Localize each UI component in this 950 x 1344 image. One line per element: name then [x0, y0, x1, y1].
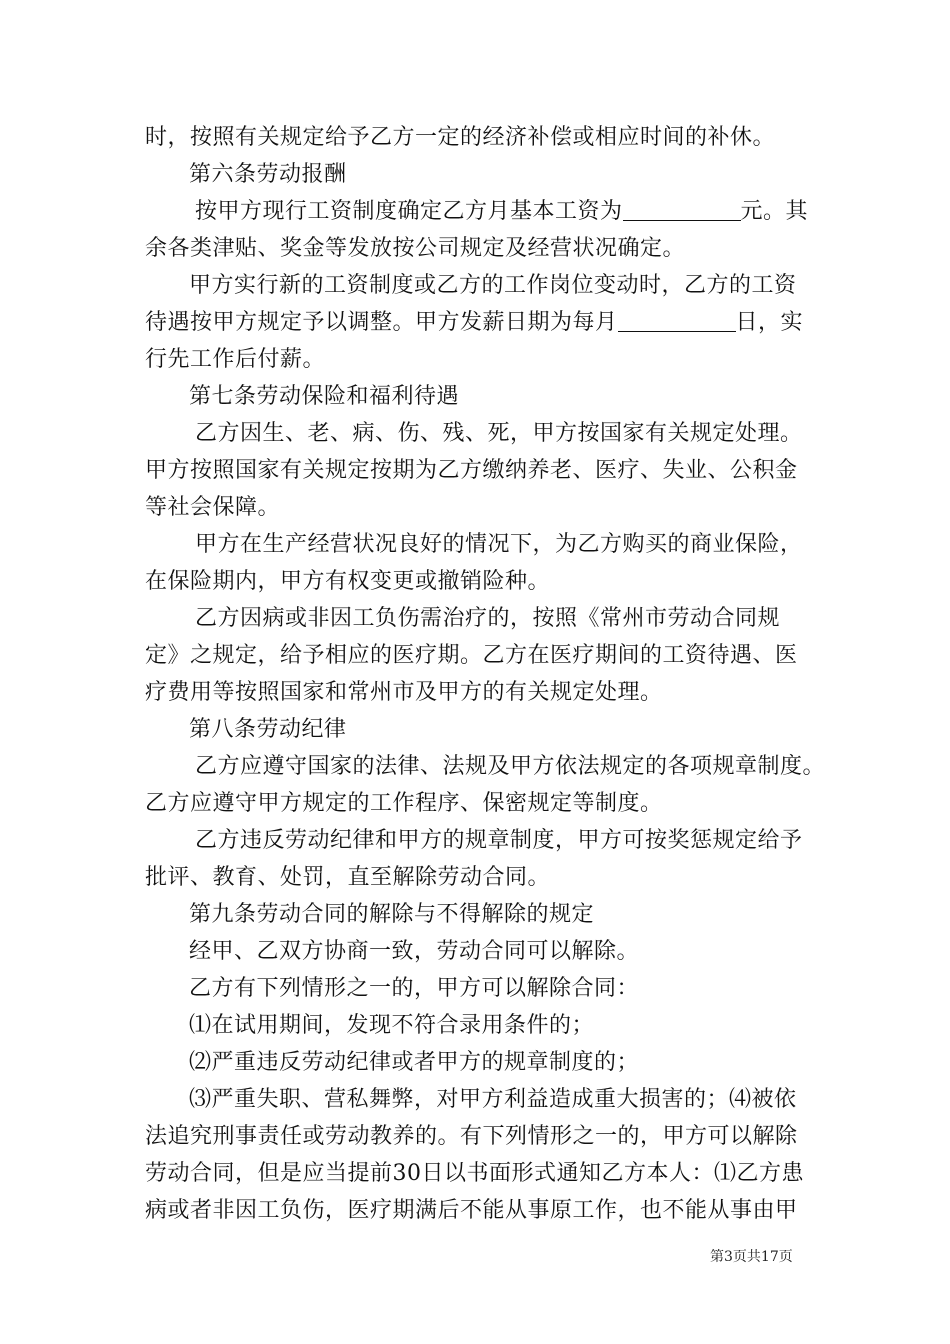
page-number: 第3页共17页: [710, 1249, 793, 1265]
text-line: 乙方应遵守国家的法律、法规及甲方依法规定的各项规章制度。: [195, 754, 826, 779]
text-line: 劳动合同，但是应当提前30日以书面形式通知乙方本人：⑴乙方患: [145, 1161, 804, 1186]
section-heading: 第七条劳动保险和福利待遇: [189, 384, 460, 409]
text-line: 行先工作后付薪。: [145, 347, 326, 372]
text-line: 法追究刑事责任或劳动教养的。有下列情形之一的，甲方可以解除: [145, 1124, 798, 1149]
text-line: 时，按照有关规定给予乙方一定的经济补偿或相应时间的补休。: [145, 125, 776, 150]
fill-in-blank: [618, 309, 736, 332]
section-heading: 第九条劳动合同的解除与不得解除的规定: [189, 902, 595, 927]
text-line: 乙方应遵守甲方规定的工作程序、保密规定等制度。: [145, 791, 663, 816]
text-line: 等社会保障。: [145, 495, 281, 520]
text-line: 疗费用等按照国家和常州市及甲方的有关规定处理。: [145, 680, 663, 705]
list-item: ⑵严重违反劳动纪律或者甲方的规章制度的；: [189, 1050, 640, 1075]
text-line: 定》之规定，给予相应的医疗期。乙方在医疗期间的工资待遇、医: [145, 643, 798, 668]
text-line: 甲方在生产经营状况良好的情况下，为乙方购买的商业保险，: [195, 532, 803, 557]
text-line: 经甲、乙双方协商一致，劳动合同可以解除。: [189, 939, 640, 964]
list-item: ⑶严重失职、营私舞弊，对甲方利益造成重大损害的；⑷被依: [189, 1087, 797, 1112]
text-line: 余各类津贴、奖金等发放按公司规定及经营状况确定。: [145, 236, 686, 261]
section-heading: 第八条劳动纪律: [189, 717, 347, 742]
text-span: 按甲方现行工资制度确定乙方月基本工资为: [195, 199, 623, 224]
text-line: 乙方违反劳动纪律和甲方的规章制度，甲方可按奖惩规定给予: [195, 828, 803, 853]
list-item: ⑴在试用期间，发现不符合录用条件的；: [189, 1013, 595, 1038]
text-line: [145, 304, 830, 341]
text-line: 甲方按照国家有关规定按期为乙方缴纳养老、医疗、失业、公积金: [145, 458, 798, 483]
text-span: 元。其: [740, 199, 809, 224]
text-line: 乙方因病或非因工负伤需治疗的，按照《常州市劳动合同规: [195, 606, 781, 631]
text-line: [145, 193, 830, 230]
text-line: 在保险期内，甲方有权变更或撤销险种。: [145, 569, 551, 594]
text-line: 乙方因生、老、病、伤、残、死，甲方按国家有关规定处理。: [195, 421, 803, 446]
text-line: 乙方有下列情形之一的，甲方可以解除合同：: [189, 976, 640, 1001]
section-heading: 第六条劳动报酬: [189, 162, 347, 187]
text-line: 甲方实行新的工资制度或乙方的工作岗位变动时，乙方的工资: [189, 273, 797, 298]
text-line: 批评、教育、处罚，直至解除劳动合同。: [145, 865, 551, 890]
text-line: 病或者非因工负伤，医疗期满后不能从事原工作，也不能从事由甲: [145, 1198, 798, 1223]
text-span: 待遇按甲方规定予以调整。甲方发薪日期为每月: [145, 310, 618, 335]
fill-in-blank: [623, 198, 741, 221]
text-span: 日，实: [735, 310, 804, 335]
